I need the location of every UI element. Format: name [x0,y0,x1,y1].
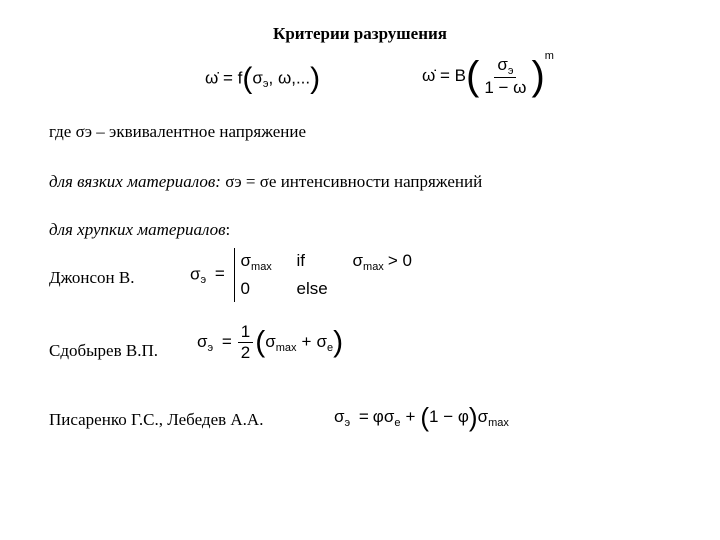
equals-sign: = [221,331,232,351]
sigma-symbol: σ [477,406,489,426]
fraction-numerator [494,55,516,78]
fraction [238,322,253,363]
brittle-materials-line [49,220,230,240]
case-row-2 [241,276,412,302]
close-paren: ) [333,325,344,359]
open-paren: ( [466,54,480,98]
sigma-subscript: max [363,261,384,273]
formula-lhs: ω̇ = f [205,68,243,88]
viscous-label: для вязких материалов: [49,172,221,191]
case-condition-keyword: else [296,279,328,298]
fraction-denominator: 1 − ω [484,78,527,97]
plus-sign: + [301,331,312,351]
fraction-numerator: 1 [238,322,253,343]
open-paren: ( [420,402,430,432]
formula-johnson [190,248,412,302]
case-condition-keyword: if [296,251,306,270]
close-paren: ) [531,54,545,98]
formula-args: , ω,... [268,68,311,88]
sigma-symbol: σ [352,251,364,270]
formula-lhs: ω̇ = B [422,65,466,85]
formula-sdobyrev [197,322,343,363]
sigma-subscript: e [326,341,334,354]
sigma-subscript: e [394,416,401,429]
sigma-symbol: σ [265,331,276,351]
brittle-label: для хрупких материалов [49,220,226,239]
close-paren: ) [310,62,321,95]
condition: > 0 [387,251,412,270]
author-johnson: Джонсон В. [49,268,135,287]
author-pisarenko: Писаренко Г.С., Лебедев А.А. [49,410,264,429]
sigma-symbol: σ [240,251,252,270]
open-paren: ( [255,325,266,359]
brittle-colon: : [225,220,231,239]
case-value: 0 [240,279,250,298]
sigma-subscript: э [207,341,214,354]
sigma-subscript: max [488,416,509,429]
sigma-subscript: э [344,416,351,429]
author-sdobyrev: Сдобырев В.П. [49,341,158,360]
equals-sign: = [358,406,369,426]
page-title: Критерии разрушения [273,24,447,43]
plus-sign: + [405,406,416,426]
formula-damage-rate-power [422,49,554,99]
definition-line: где σэ – эквивалентное напряжение [49,122,307,141]
viscous-materials-line [49,172,482,192]
exponent: m [544,49,554,62]
one-minus-phi: 1 − φ [429,406,469,426]
sigma-symbol: σ [190,264,201,284]
sigma-subscript: э [200,274,207,287]
fraction [481,55,529,98]
sigma-subscript: max [251,261,272,273]
close-paren: ) [468,402,478,432]
case-value [241,248,297,276]
fraction-denominator: 2 [240,343,251,362]
sigma-subscript: max [275,341,297,354]
sigma-symbol: σ [252,68,263,88]
sigma-symbol: σ [197,331,208,351]
phi-sigma: φσ [372,406,395,426]
sigma-subscript: э [507,65,514,77]
piecewise-cases [234,248,412,302]
formula-pisarenko [334,402,509,433]
sigma-symbol: σ [316,331,327,351]
viscous-text: σэ = σе интенсивности напряжений [220,172,483,191]
case-row-1 [241,248,412,276]
open-paren: ( [242,62,253,95]
formula-damage-rate-general [205,62,320,96]
sigma-symbol: σ [497,55,508,74]
sigma-symbol: σ [334,406,345,426]
sigma-subscript: э [262,78,269,91]
equals-sign: = [214,264,225,284]
